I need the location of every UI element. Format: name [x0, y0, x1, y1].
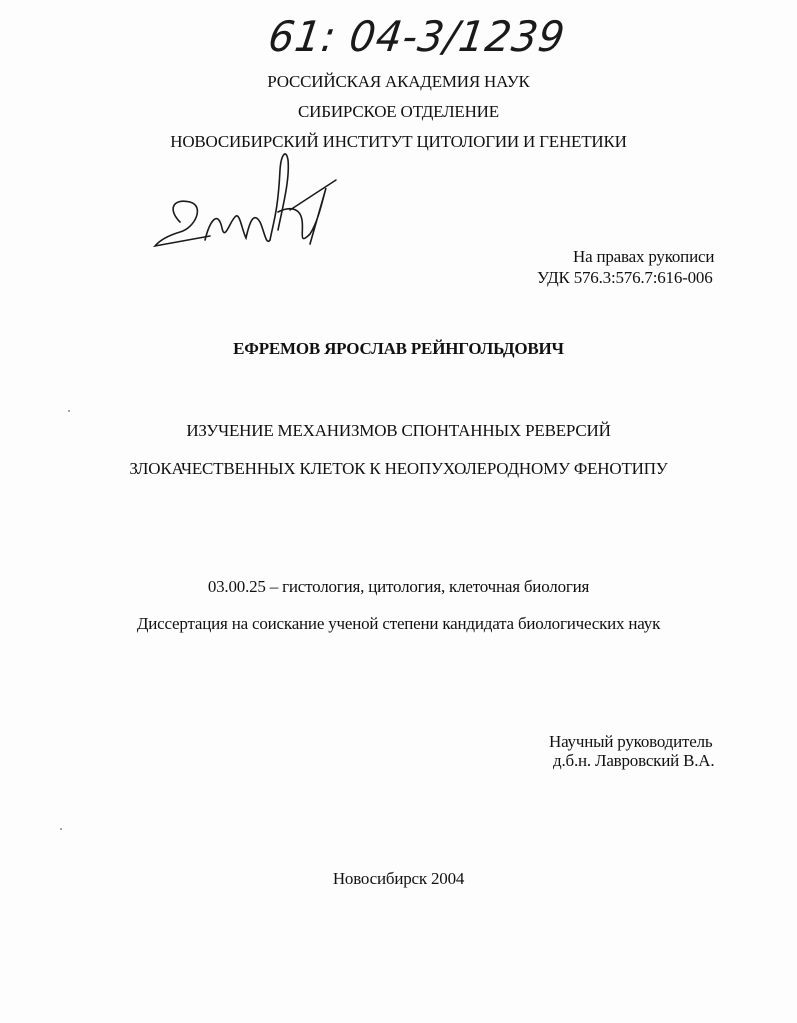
specialty: 03.00.25 – гистология, цитология, клеточная биология — [207, 577, 590, 596]
signature-stroke — [205, 216, 270, 241]
degree-statement: Диссертация на соискание ученой степени кандидата биологических наук — [136, 614, 661, 633]
author-name: ЕФРЕМОВ ЯРОСЛАВ РЕЙНГОЛЬДОВИЧ — [233, 339, 564, 358]
signature-image — [150, 150, 340, 260]
scan-speck — [68, 410, 70, 412]
place-year: Новосибирск 2004 — [332, 869, 465, 888]
institute-name: НОВОСИБИРСКИЙ ИНСТИТУТ ЦИТОЛОГИИ И ГЕНЕТИКИ — [170, 132, 627, 151]
branch-name: СИБИРСКОЕ ОТДЕЛЕНИЕ — [298, 102, 499, 121]
rights-notice: На правах рукописи — [573, 247, 715, 266]
udc-code: УДК 576.3:576.7:616-006 — [537, 268, 713, 287]
archive-number: 61: 04-3/1239 — [265, 12, 569, 62]
signature-stroke — [290, 180, 336, 210]
academy-name: РОССИЙСКАЯ АКАДЕМИЯ НАУК — [267, 72, 530, 91]
supervisor-name: д.б.н. Лавровский В.А. — [553, 751, 715, 770]
title-line-2: ЗЛОКАЧЕСТВЕННЫХ КЛЕТОК К НЕОПУХОЛЕРОДНОМУ ФЕНОТИПУ — [129, 459, 668, 478]
supervisor-role: Научный руководитель — [549, 732, 713, 751]
signature-stroke — [270, 154, 288, 240]
scan-speck — [60, 828, 62, 830]
signature-stroke — [155, 201, 210, 246]
title-line-1: ИЗУЧЕНИЕ МЕХАНИЗМОВ СПОНТАННЫХ РЕВЕРСИЙ — [186, 421, 611, 440]
